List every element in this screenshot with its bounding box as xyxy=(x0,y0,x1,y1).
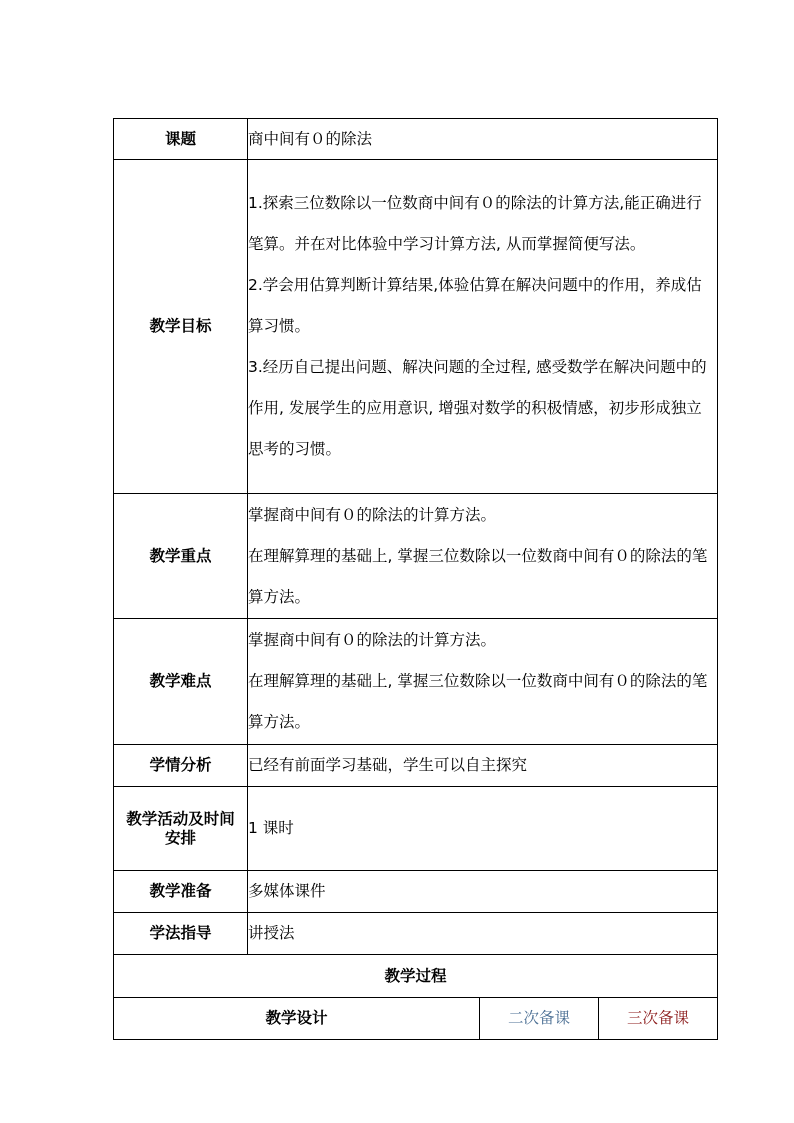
process-title: 教学过程 xyxy=(114,955,718,998)
process-header-row xyxy=(114,998,718,1040)
topic-value: 商中间有０的除法 xyxy=(248,119,718,160)
third-prep-header: 三次备课 xyxy=(599,998,718,1040)
method-guidance-row xyxy=(114,913,718,955)
objectives-label: 教学目标 xyxy=(114,160,248,494)
activities-time-row xyxy=(114,787,718,871)
objectives-row xyxy=(114,160,718,494)
key-point-item-1: 掌握商中间有０的除法的计算方法。 xyxy=(248,505,497,524)
activities-time-label: 教学活动及时间安排 xyxy=(114,787,248,871)
second-prep-header: 二次备课 xyxy=(480,998,599,1040)
activities-time-value: 1 课时 xyxy=(248,787,718,871)
difficult-points-row xyxy=(114,619,718,745)
objective-item-1: 1.探索三位数除以一位数商中间有０的除法的计算方法,能正确进行笔算。并在对比体验中学习计算方法, 从而掌握简便写法。 xyxy=(248,194,702,253)
key-points-label: 教学重点 xyxy=(114,494,248,619)
objective-item-2: 2.学会用估算判断计算结果,体验估算在解决问题中的作用，养成估算习惯。 xyxy=(248,276,702,335)
design-header: 教学设计 xyxy=(114,998,480,1040)
student-analysis-label: 学情分析 xyxy=(114,745,248,787)
key-points-content xyxy=(248,494,718,619)
topic-row xyxy=(114,119,718,160)
difficult-points-content xyxy=(248,619,718,745)
preparation-row xyxy=(114,871,718,913)
preparation-value: 多媒体课件 xyxy=(248,871,718,913)
topic-label: 课题 xyxy=(114,119,248,160)
method-guidance-label: 学法指导 xyxy=(114,913,248,955)
key-points-row xyxy=(114,494,718,619)
student-analysis-value: 已经有前面学习基础，学生可以自主探究 xyxy=(248,745,718,787)
lesson-plan-table xyxy=(113,118,718,1040)
objectives-content xyxy=(248,160,718,494)
method-guidance-value: 讲授法 xyxy=(248,913,718,955)
process-title-row xyxy=(114,955,718,998)
difficult-points-label: 教学难点 xyxy=(114,619,248,745)
preparation-label: 教学准备 xyxy=(114,871,248,913)
difficult-point-item-1: 掌握商中间有０的除法的计算方法。 xyxy=(248,631,497,649)
key-point-item-2: 在理解算理的基础上, 掌握三位数除以一位数商中间有０的除法的笔算方法。 xyxy=(248,546,708,606)
student-analysis-row xyxy=(114,745,718,787)
lesson-plan-page xyxy=(113,118,717,1040)
objective-item-3: 3.经历自己提出问题、解决问题的全过程, 感受数学在解决问题中的作用, 发展学生的应用意识, 增强对数学的积极情感，初步形成独立思考的习惯。 xyxy=(248,358,707,458)
difficult-point-item-2: 在理解算理的基础上, 掌握三位数除以一位数商中间有０的除法的笔算方法。 xyxy=(248,672,708,731)
